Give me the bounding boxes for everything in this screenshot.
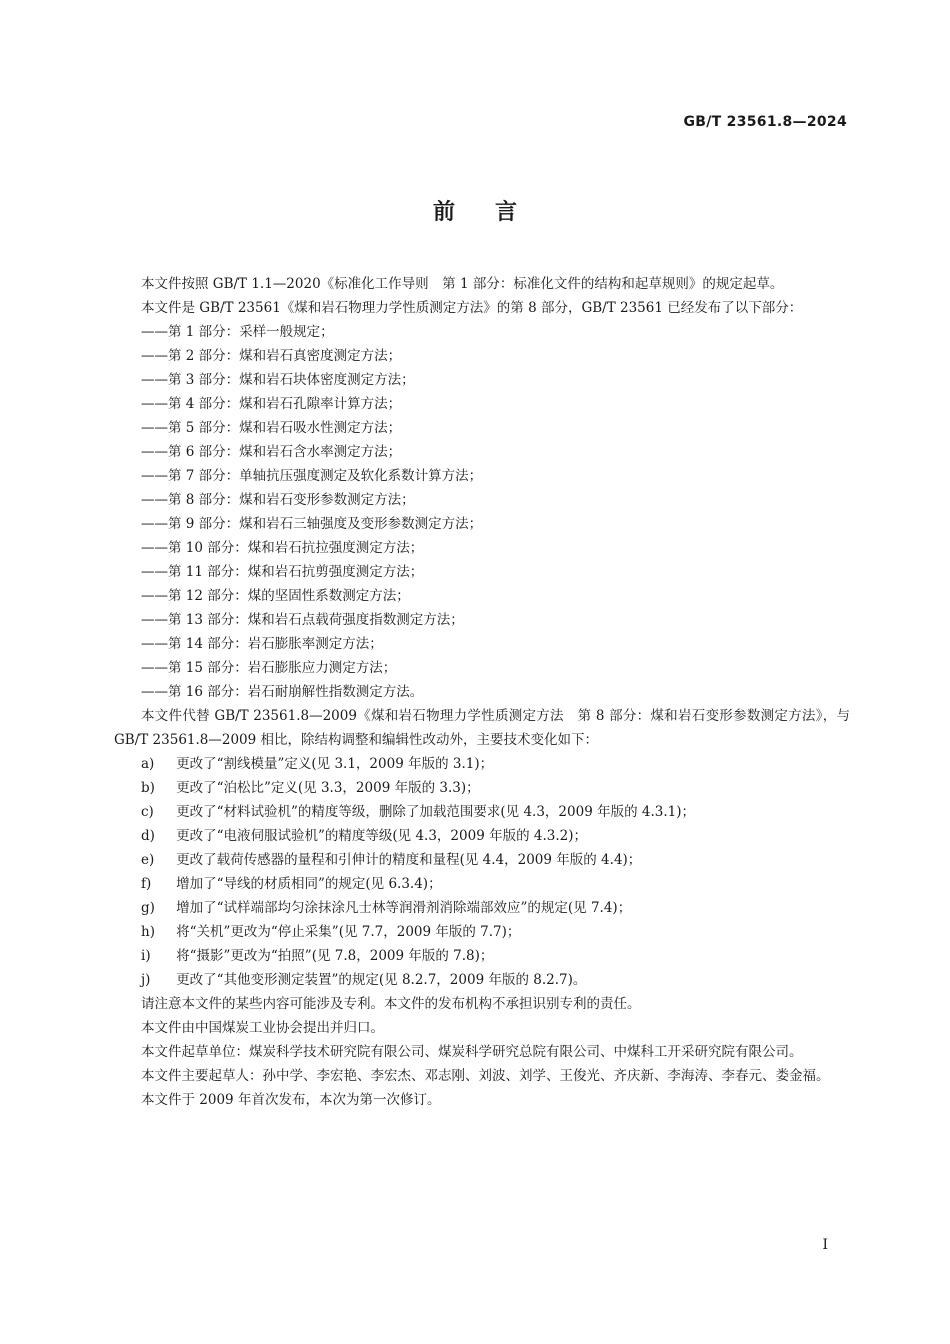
list-item (114, 848, 850, 872)
list-item: ——第 11 部分：煤和岩石抗剪强度测定方法； (141, 564, 424, 580)
list-item: ——第 6 部分：煤和岩石含水率测定方法； (141, 444, 402, 460)
paragraph-series-intro: 本文件是 GB/T 23561《煤和岩石物理力学性质测定方法》的第 8 部分，GB/T 23561 已经发布了以下部分： (141, 300, 803, 316)
list-item-text: 更改了载荷传感器的量程和引伸计的精度和量程(见 4.4，2009 年版的 4.4)； (176, 852, 642, 868)
list-item-text: 增加了“试样端部均匀涂抹涂凡士林等润滑剂消除端部效应”的规定(见 7.4)； (176, 900, 632, 916)
list-marker: b) (141, 780, 155, 796)
standard-code: GB/T 23561.8—2024 (683, 114, 847, 130)
paragraph-history: 本文件于 2009 年首次发布，本次为第一次修订。 (141, 1092, 441, 1108)
list-item: ——第 1 部分：采样一般规定； (141, 324, 334, 340)
list-item (114, 944, 850, 968)
list-item-text: 将“摄影”更改为“拍照”(见 7.8，2009 年版的 7.8)； (176, 948, 494, 964)
list-item (114, 776, 850, 800)
list-item: ——第 4 部分：煤和岩石孔隙率计算方法； (141, 396, 402, 412)
list-item-text: 增加了“导线的材质相同”的规定(见 6.3.4)； (176, 876, 442, 892)
page-title: 前言 (432, 200, 557, 225)
list-item (114, 872, 850, 896)
page-number: I (822, 1237, 828, 1253)
list-marker: f) (141, 876, 152, 892)
list-marker: c) (141, 804, 154, 820)
paragraph-drafting-units: 本文件起草单位：煤炭科学技术研究院有限公司、煤炭科学研究总院有限公司、中煤科工开采研究院有限公司。 (141, 1044, 803, 1060)
foreword-body (114, 272, 850, 1112)
list-item-text: 更改了“材料试验机”的精度等级，删除了加载范围要求(见 4.3，2009 年版的 4.3.1)； (176, 804, 695, 820)
list-item: ——第 10 部分：煤和岩石抗拉强度测定方法； (141, 540, 424, 556)
list-item (114, 824, 850, 848)
paragraph-drafting-basis: 本文件按照 GB/T 1.1—2020《标准化工作导则 第 1 部分：标准化文件的结构和起草规则》的规定起草。 (141, 276, 784, 292)
list-item (114, 896, 850, 920)
list-item: ——第 14 部分：岩石膨胀率测定方法； (141, 636, 383, 652)
paragraph-proposer: 本文件由中国煤炭工业协会提出并归口。 (141, 1020, 384, 1036)
list-item-text: 更改了“泊松比”定义(见 3.3，2009 年版的 3.3)； (176, 780, 480, 796)
list-item-text: 将“关机”更改为“停止采集”(见 7.7，2009 年版的 7.7)； (176, 924, 521, 940)
list-marker: g) (141, 900, 155, 916)
parts-list (114, 320, 850, 704)
paragraph-drafters: 本文件主要起草人：孙中学、李宏艳、李宏杰、邓志刚、刘波、刘学、王俊光、齐庆新、李海涛、李春元、娄金福。 (141, 1068, 830, 1084)
list-item: ——第 9 部分：煤和岩石三轴强度及变形参数测定方法； (141, 516, 483, 532)
list-item: ——第 8 部分：煤和岩石变形参数测定方法； (141, 492, 415, 508)
list-item: ——第 16 部分：岩石耐崩解性指数测定方法。 (141, 684, 424, 700)
list-item (114, 920, 850, 944)
list-item: ——第 2 部分：煤和岩石真密度测定方法； (141, 348, 402, 364)
list-item (114, 752, 850, 776)
list-item: ——第 5 部分：煤和岩石吸水性测定方法； (141, 420, 402, 436)
list-marker: h) (141, 924, 155, 940)
list-item: ——第 7 部分：单轴抗压强度测定及软化系数计算方法； (141, 468, 483, 484)
list-item-text: 更改了“电液伺服试验机”的精度等级(见 4.3，2009 年版的 4.3.2)； (176, 828, 587, 844)
list-marker: a) (141, 756, 155, 772)
list-marker: j) (141, 972, 151, 988)
list-marker: e) (141, 852, 155, 868)
list-marker: i) (141, 948, 151, 964)
changes-list (114, 752, 850, 992)
list-item (114, 800, 850, 824)
list-item (114, 968, 850, 992)
list-item: ——第 12 部分：煤的坚固性系数测定方法； (141, 588, 410, 604)
list-item: ——第 15 部分：岩石膨胀应力测定方法； (141, 660, 397, 676)
list-item: ——第 3 部分：煤和岩石块体密度测定方法； (141, 372, 415, 388)
list-item: ——第 13 部分：煤和岩石点载荷强度指数测定方法； (141, 612, 464, 628)
list-marker: d) (141, 828, 155, 844)
paragraph-patent-notice: 请注意本文件的某些内容可能涉及专利。本文件的发布机构不承担识别专利的责任。 (141, 996, 641, 1012)
list-item-text: 更改了“其他变形测定装置”的规定(见 8.2.7，2009 年版的 8.2.7)。 (176, 972, 587, 988)
list-item-text: 更改了“割线模量”定义(见 3.1，2009 年版的 3.1)； (176, 756, 494, 772)
paragraph-replacement: 本文件代替 GB/T 23561.8—2009《煤和岩石物理力学性质测定方法 第 8 部分：煤和岩石变形参数测定方法》，与 GB/T 23561.8—2009 相比，除结构调整和编辑性改动外，主要技术变化如下： (114, 708, 850, 748)
